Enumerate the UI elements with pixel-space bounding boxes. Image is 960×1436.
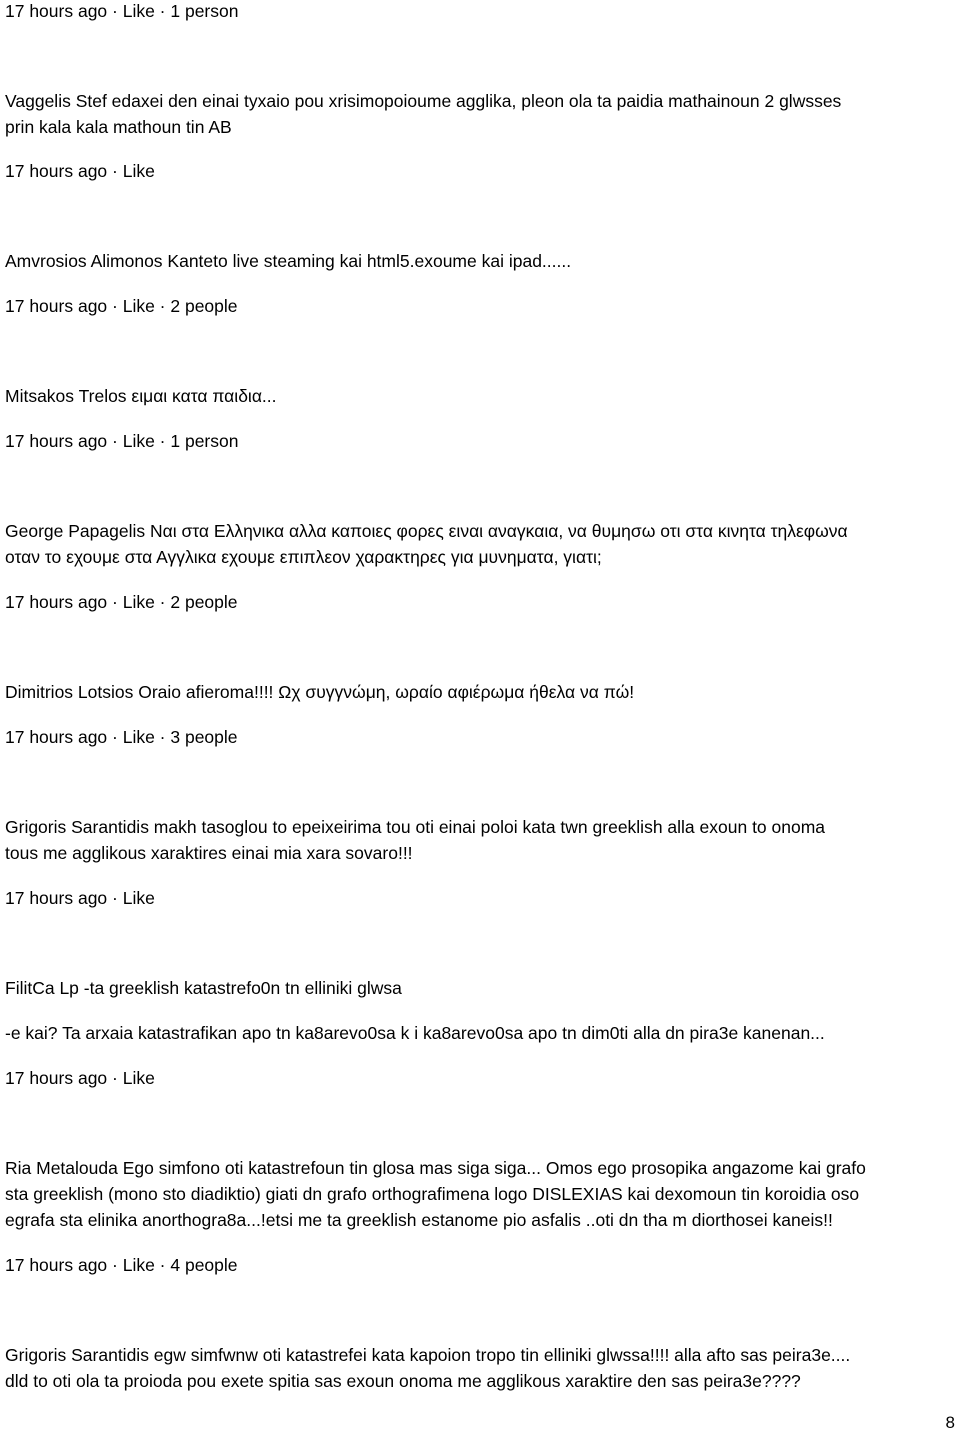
comment-text: FilitCa Lp -ta greeklish katastrefo0n tn elliniki glwsa bbox=[5, 978, 402, 998]
comment-text: Grigoris Sarantidis egw simfwnw oti katastrefei kata kapoion tropo tin elliniki glwssa!!!! alla afto sas peira3e.... bbox=[5, 1345, 851, 1365]
comment-text: egrafa sta elinika anorthogra8a...!etsi me ta greeklish estanome pio asfalis ..oti dn tha m diorthosei kaneis!! bbox=[5, 1210, 833, 1230]
comment-text: οταν το εχουμε στα Αγγλικα εχουμε επιπλεον χαρακτηρες για μυνηματα, γιατι; bbox=[5, 547, 602, 567]
comment-text: Mitsakos Trelos ειμαι κατα παιδια... bbox=[5, 386, 277, 406]
comment-text: Dimitrios Lotsios Oraio afieroma!!!! Ωχ συγγνώμη, ωραίο αφιέρωμα ήθελα να πώ! bbox=[5, 682, 635, 702]
comment-text: dld to oti ola ta proioda pou exete spitia sas exoun onoma me agglikous xaraktire den sas peira3e???? bbox=[5, 1371, 801, 1391]
comment-meta: 17 hours ago · Like bbox=[5, 1068, 155, 1088]
comment-text: tous me agglikous xaraktires einai mia xara sovaro!!! bbox=[5, 843, 413, 863]
comment-text: -e kai? Ta arxaia katastrafikan apo tn ka8arevo0sa k i ka8arevo0sa apo tn dim0ti alla dn pira3e kanenan... bbox=[5, 1023, 825, 1043]
comment-text: sta greeklish (mono sto diadiktio) giati dn grafo orthografimena logo DISLEXIAS kai dexomoun tin koroidia oso bbox=[5, 1184, 860, 1204]
page-number: 8 bbox=[945, 1413, 955, 1432]
comment-meta: 17 hours ago · Like bbox=[5, 161, 155, 181]
comment-text: Grigoris Sarantidis makh tasoglou to epeixeirima tou oti einai poloi kata twn greeklish alla exoun to onoma bbox=[5, 817, 826, 837]
comment-text: George Papagelis Ναι στα Ελληνικα αλλα καποιες φορες ειναι αναγκαια, να θυμησω οτι στα κινητα τηλεφωνα bbox=[5, 521, 848, 541]
comment-meta: 17 hours ago · Like · 2 people bbox=[5, 296, 238, 316]
comment-text: Ria Metalouda Ego simfono oti katastrefoun tin glosa mas siga siga... Omos ego prosopika angazome kai grafo bbox=[5, 1158, 866, 1178]
comment-meta: 17 hours ago · Like · 3 people bbox=[5, 727, 238, 747]
comment-meta: 17 hours ago · Like · 1 person bbox=[5, 431, 239, 451]
comment-meta: 17 hours ago · Like bbox=[5, 888, 155, 908]
comment-meta: 17 hours ago · Like · 1 person bbox=[5, 1, 239, 21]
comment-meta: 17 hours ago · Like · 4 people bbox=[5, 1255, 238, 1275]
comment-meta: 17 hours ago · Like · 2 people bbox=[5, 592, 238, 612]
comment-text: prin kala kala mathoun tin AB bbox=[5, 117, 232, 137]
comment-text: Vaggelis Stef edaxei den einai tyxaio pou xrisimopoioume agglika, pleon ola ta paidia mathainoun 2 glwsses bbox=[5, 91, 842, 111]
comment-text: Amvrosios Alimonos Kanteto live steaming kai html5.exoume kai ipad...... bbox=[5, 251, 572, 271]
